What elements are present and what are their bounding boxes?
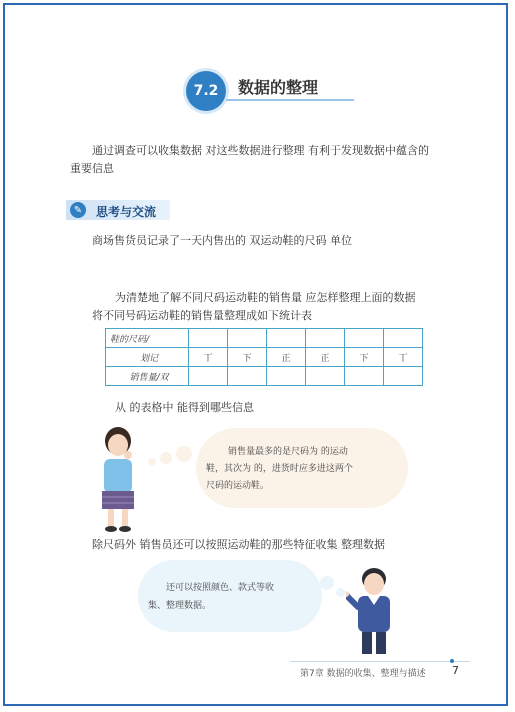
table-cell	[267, 367, 306, 386]
thought-dot	[160, 452, 172, 464]
table-row	[106, 367, 423, 386]
question-line-2: 将不同号码运动鞋的销售量整理成如下统计表	[92, 309, 312, 322]
think-bulb-icon: ✎	[70, 202, 86, 218]
table-cell	[345, 367, 384, 386]
section-number-badge	[186, 71, 226, 111]
section-title-underline	[226, 99, 354, 101]
table-row-label: 划记	[106, 348, 189, 367]
table-cell: 正	[306, 348, 345, 367]
table-cell	[228, 367, 267, 386]
table-cell	[228, 329, 267, 348]
other-features-question: 除尺码外 销售员还可以按照运动鞋的那些特征收集 整理数据	[92, 538, 385, 551]
table-cell	[384, 329, 423, 348]
boy-bubble-line-2: 集、整理数据。	[148, 601, 212, 611]
table-cell	[189, 367, 228, 386]
table-row-label: 销售量/双	[106, 367, 189, 386]
table-cell: 正	[267, 348, 306, 367]
table-cell	[189, 329, 228, 348]
boy-bubble-line-1: 还可以按照颜色、款式等收	[166, 583, 275, 593]
page-marker-dot	[450, 659, 454, 663]
table-row-label: 鞋的尺码/	[106, 329, 189, 348]
thought-dot	[320, 576, 334, 590]
table-cell: 丅	[189, 348, 228, 367]
girl-bubble-line-1: 销售量最多的是尺码为 的运动	[228, 447, 348, 457]
section-number: 7.2	[193, 83, 219, 99]
page-number: 7	[452, 664, 459, 677]
table-cell: 丅	[384, 348, 423, 367]
question-line-1: 为清楚地了解不同尺码运动鞋的销售量 应怎样整理上面的数据	[115, 291, 416, 304]
boy-student-illustration	[346, 565, 406, 657]
table-cell	[306, 329, 345, 348]
table-cell: 下	[228, 348, 267, 367]
girl-bubble-line-3: 尺码的运动鞋。	[206, 481, 270, 491]
intro-line-2: 重要信息	[70, 162, 114, 175]
section-title: 数据的整理	[238, 78, 319, 97]
table-cell	[384, 367, 423, 386]
table-cell	[267, 329, 306, 348]
sales-table	[105, 328, 423, 386]
thought-dot	[336, 588, 345, 597]
from-table-question: 从 的表格中 能得到哪些信息	[115, 401, 254, 414]
girl-student-illustration	[92, 425, 144, 535]
girl-bubble-line-2: 鞋，其次为 的，进货时应多进这两个	[206, 464, 353, 474]
footer-divider	[290, 661, 470, 662]
thought-dot	[148, 458, 156, 466]
table-cell	[306, 367, 345, 386]
record-sentence: 商场售货员记录了一天内售出的 双运动鞋的尺码 单位	[92, 234, 352, 247]
thought-dot	[176, 446, 192, 462]
table-row	[106, 329, 423, 348]
footer-chapter: 第7章 数据的收集、整理与描述	[300, 669, 426, 679]
table-cell: 下	[345, 348, 384, 367]
think-header-text: 思考与交流	[96, 205, 157, 219]
table-row	[106, 348, 423, 367]
table-cell	[345, 329, 384, 348]
intro-line-1: 通过调查可以收集数据 对这些数据进行整理 有利于发现数据中蕴含的	[92, 144, 429, 157]
